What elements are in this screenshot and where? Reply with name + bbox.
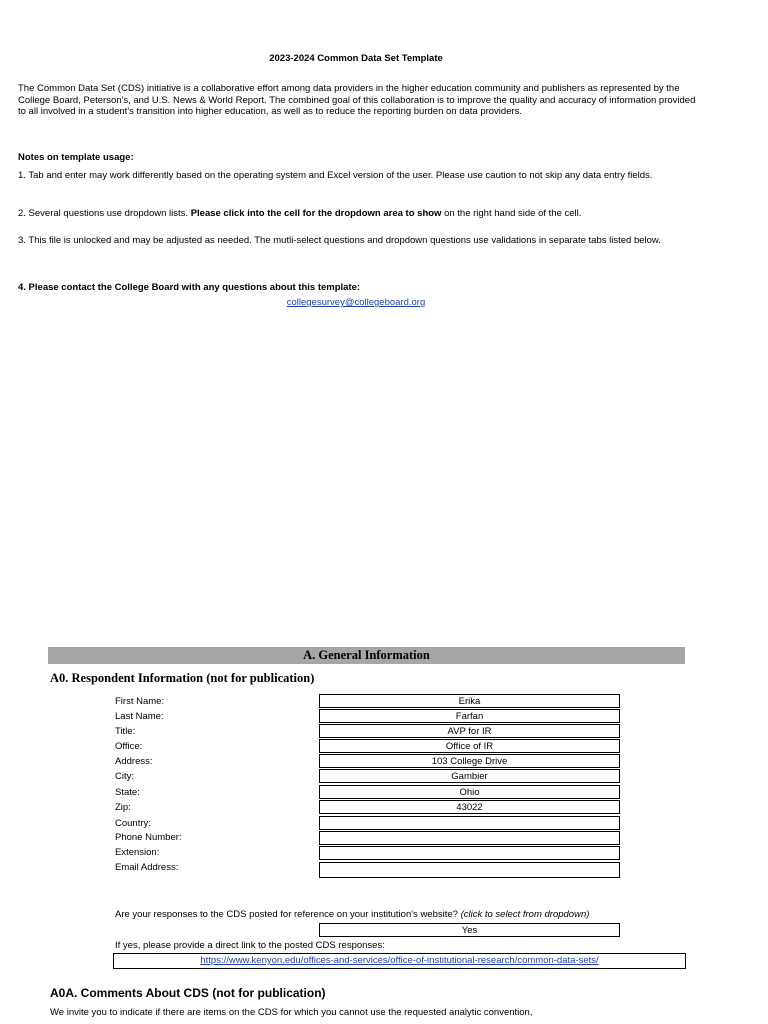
- contact-email-link[interactable]: collegesurvey@collegeboard.org: [286, 297, 426, 308]
- label-city: City:: [115, 771, 134, 782]
- note-4: 4. Please contact the College Board with any questions about this template:: [18, 282, 361, 293]
- label-extension: Extension:: [115, 847, 160, 858]
- link-prompt: If yes, please provide a direct link to the posted CDS responses:: [115, 940, 385, 951]
- label-last-name: Last Name:: [115, 711, 164, 722]
- field-phone-number[interactable]: [319, 831, 620, 845]
- label-phone-number: Phone Number:: [115, 832, 182, 843]
- label-office: Office:: [115, 741, 143, 752]
- label-first-name: First Name:: [115, 696, 165, 707]
- field-email-address[interactable]: [319, 862, 620, 878]
- note-2-bold: Please click into the cell for the dropdown area to show: [190, 208, 442, 219]
- note-2-end: on the right hand side of the cell.: [441, 208, 582, 219]
- posted-answer-dropdown[interactable]: Yes: [319, 923, 620, 937]
- field-address[interactable]: 103 College Drive: [319, 754, 620, 768]
- posted-question: [115, 909, 589, 921]
- cds-link[interactable]: https://www.kenyon.edu/offices-and-services/office-of-institutional-research/common-data-sets/: [200, 955, 599, 966]
- a0-heading: A0. Respondent Information (not for publication): [50, 671, 315, 685]
- posted-question-text: Are your responses to the CDS posted for reference on your institution's website?: [115, 909, 461, 920]
- label-email-address: Email Address:: [115, 862, 179, 873]
- label-address: Address:: [115, 756, 153, 767]
- label-title: Title:: [115, 726, 136, 737]
- intro-paragraph: The Common Data Set (CDS) initiative is a collaborative effort among data providers in the higher education community and publishers as represented by the College Board, Peterson's, and U.S. News & World Report. The combined goal of this collaboration is to improve the quality and accuracy of information provided to all involved in a student's transition into higher education, as well as to reduce the reporting burden on data providers.: [18, 83, 696, 117]
- note-3: 3. This file is unlocked and may be adjusted as needed. The mutli-select questions and dropdown questions use validations in separate tabs listed below.: [18, 235, 661, 246]
- note-1: 1. Tab and enter may work differently based on the operating system and Excel version of the user. Please use caution to not skip any data entry fields.: [18, 170, 653, 181]
- a0a-heading: A0A. Comments About CDS (not for publication): [50, 986, 326, 1000]
- cds-link-field[interactable]: [113, 953, 686, 969]
- field-title[interactable]: AVP for IR: [319, 724, 620, 738]
- section-a-title: A. General Information: [48, 647, 685, 664]
- label-zip: Zip:: [115, 802, 131, 813]
- note-2: [18, 208, 698, 220]
- a0a-text: We invite you to indicate if there are items on the CDS for which you cannot use the requested analytic convention,: [50, 1007, 533, 1018]
- field-first-name[interactable]: Erika: [319, 694, 620, 708]
- field-state[interactable]: Ohio: [319, 785, 620, 799]
- note-2-start: 2. Several questions use dropdown lists.: [18, 208, 191, 219]
- label-country: Country:: [115, 818, 151, 829]
- field-zip[interactable]: 43022: [319, 800, 620, 814]
- notes-heading: Notes on template usage:: [18, 152, 134, 163]
- field-city[interactable]: Gambier: [319, 769, 620, 783]
- label-state: State:: [115, 787, 140, 798]
- template-title: 2023-2024 Common Data Set Template: [269, 53, 443, 64]
- field-last-name[interactable]: Farfan: [319, 709, 620, 723]
- field-extension[interactable]: [319, 846, 620, 860]
- field-country[interactable]: [319, 816, 620, 830]
- posted-question-hint: (click to select from dropdown): [460, 909, 590, 920]
- field-office[interactable]: Office of IR: [319, 739, 620, 753]
